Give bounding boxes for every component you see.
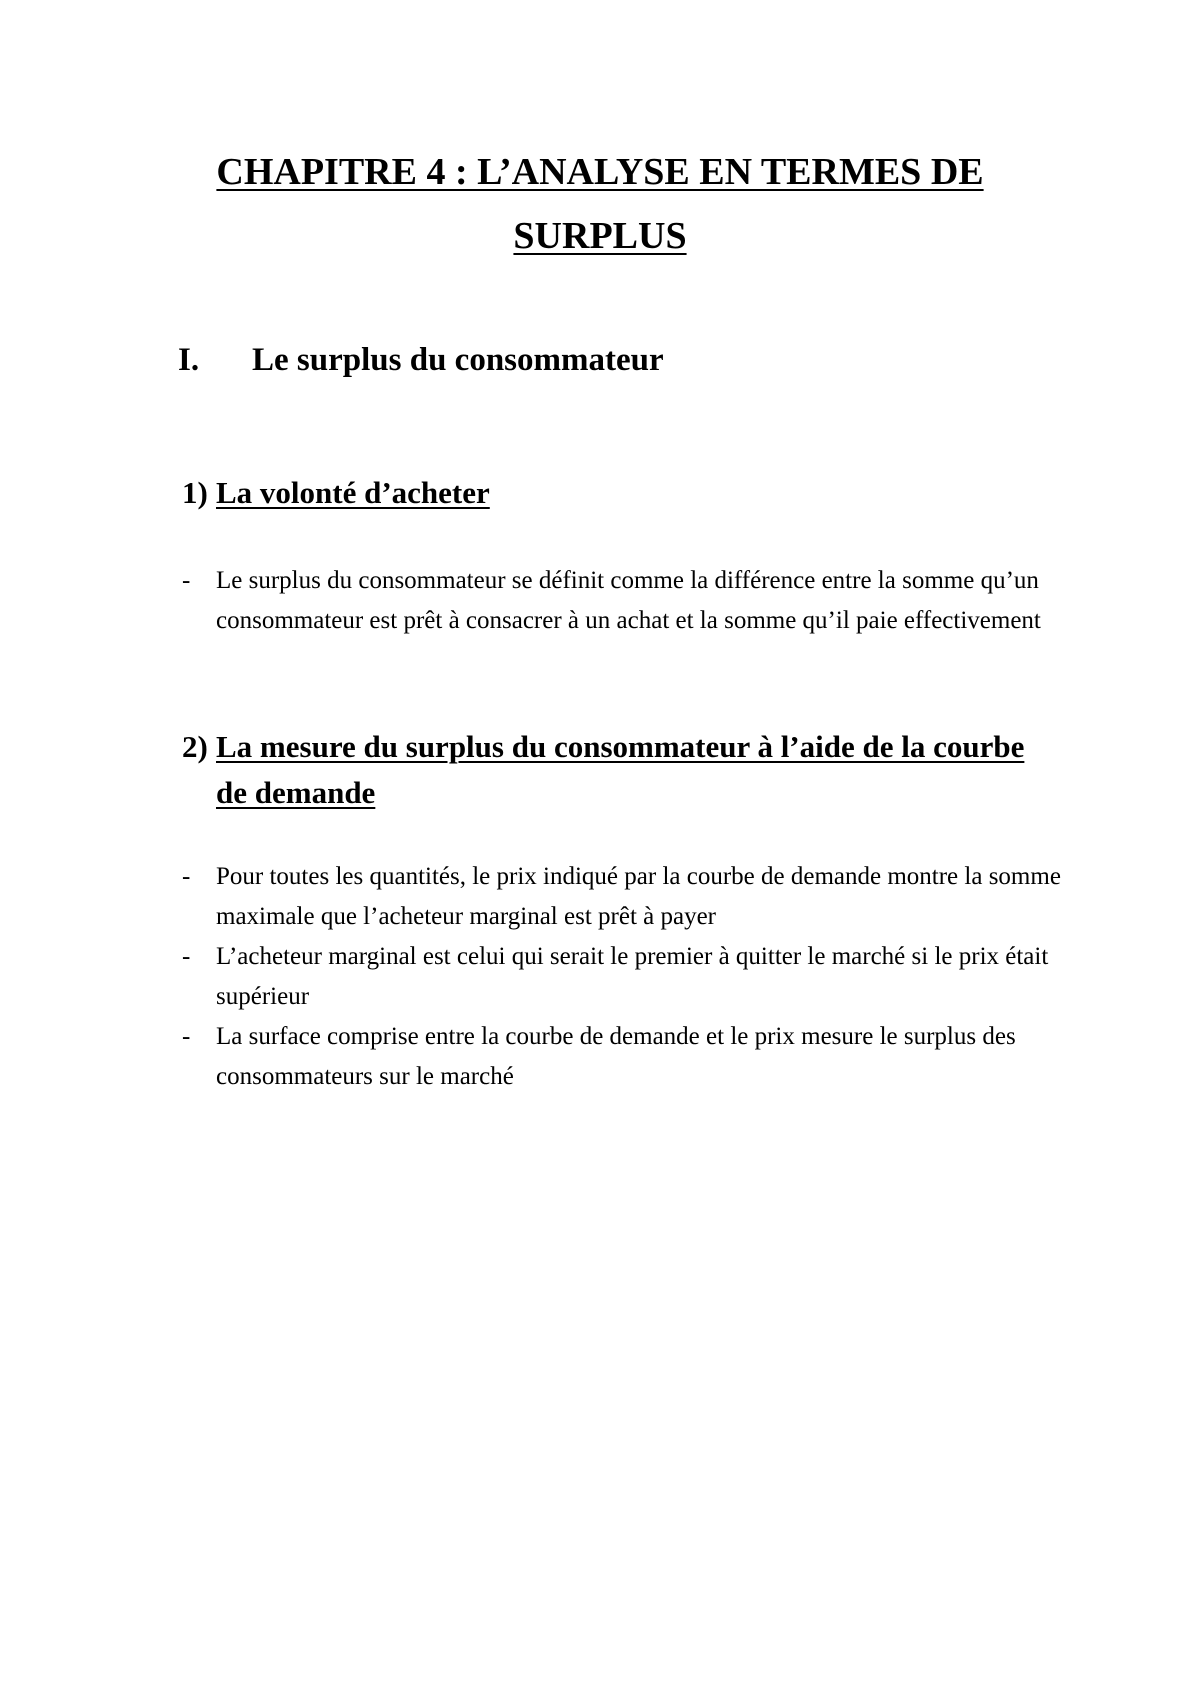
bullet-dash: - xyxy=(182,1023,191,1050)
bullet-item xyxy=(182,857,1062,937)
subsection-2-bullets xyxy=(182,857,1062,1097)
bullet-item xyxy=(182,1017,1062,1097)
bullet-item xyxy=(182,561,1062,641)
subsection-2-number: 2) xyxy=(182,729,208,764)
subsection-1-bullets xyxy=(182,561,1062,641)
bullet-text: La surface comprise entre la courbe de demande et le prix mesure le surplus des consommateurs sur le marché xyxy=(216,1023,1016,1090)
section-heading xyxy=(178,340,664,380)
subsection-1-title: La volonté d’acheter xyxy=(216,475,490,510)
bullet-dash: - xyxy=(182,863,191,890)
chapter-title xyxy=(150,140,1050,268)
section-heading-text: Le surplus du consommateur xyxy=(252,342,664,378)
bullet-dash: - xyxy=(182,567,191,594)
bullet-dash: - xyxy=(182,943,191,970)
chapter-title-line-1: CHAPITRE 4 : L’ANALYSE EN TERMES DE xyxy=(216,151,984,193)
subsection-2-title: La mesure du surplus du consommateur à l’aide de la courbe de demande xyxy=(216,729,1025,810)
bullet-text: Le surplus du consommateur se définit comme la différence entre la somme qu’un consommateur est prêt à consacrer à un achat et la somme qu’il paie effectivement xyxy=(216,567,1041,634)
bullet-item xyxy=(182,937,1062,1017)
bullet-text: Pour toutes les quantités, le prix indiqué par la courbe de demande montre la somme maximale que l’acheteur marginal est prêt à payer xyxy=(216,863,1061,930)
chapter-title-line-2: SURPLUS xyxy=(513,215,687,257)
subsection-1-heading xyxy=(182,470,582,516)
section-number: I. xyxy=(178,342,200,378)
bullet-text: L’acheteur marginal est celui qui serait le premier à quitter le marché si le prix était supérieur xyxy=(216,943,1049,1010)
subsection-2-heading xyxy=(182,724,1062,816)
subsection-1-number: 1) xyxy=(182,475,208,510)
